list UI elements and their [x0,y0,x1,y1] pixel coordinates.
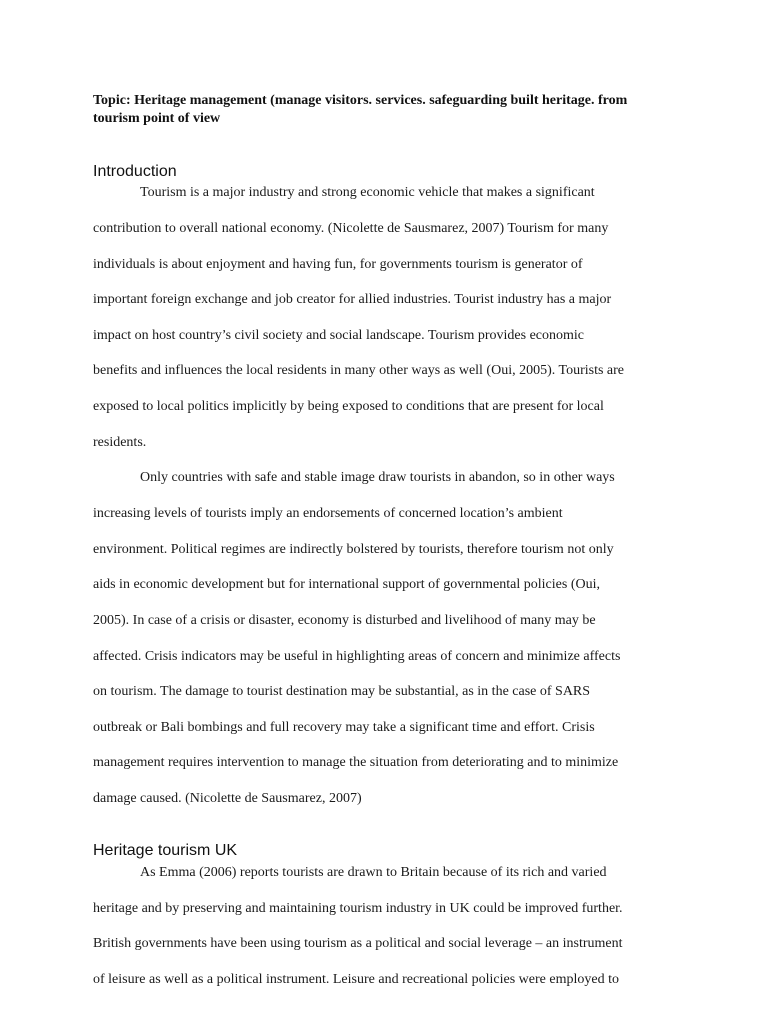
paragraph-line: increasing levels of tourists imply an endorsements of concerned location’s ambient [93,506,563,521]
paragraph-line: 2005). In case of a crisis or disaster, economy is disturbed and livelihood of many may be [93,613,596,628]
paragraph-line: environment. Political regimes are indirectly bolstered by tourists, therefore tourism not only [93,542,614,557]
heritage-tourism-heading: Heritage tourism UK [93,842,238,859]
paragraph-line: of leisure as well as a political instrument. Leisure and recreational policies were employed to [93,972,619,987]
paragraph-line: contribution to overall national economy. (Nicolette de Sausmarez, 2007) Tourism for many [93,221,609,236]
topic-title [93,92,693,128]
paragraph-line: affected. Crisis indicators may be useful in highlighting areas of concern and minimize affects [93,649,621,664]
paragraph-line: Only countries with safe and stable image draw tourists in abandon, so in other ways [140,470,615,485]
paragraph-line: aids in economic development but for international support of governmental policies (Oui, [93,577,600,592]
topic-line-1: Topic: Heritage management (manage visitors. services. safeguarding built heritage. from [93,93,628,108]
topic-line-2: tourism point of view [93,111,221,126]
paragraph-line: Tourism is a major industry and strong economic vehicle that makes a significant [140,185,595,200]
paragraph-line: management requires intervention to manage the situation from deteriorating and to minimize [93,755,619,770]
introduction-heading: Introduction [93,163,177,180]
paragraph-line: on tourism. The damage to tourist destination may be substantial, as in the case of SARS [93,684,591,699]
paragraph-line: important foreign exchange and job creator for allied industries. Tourist industry has a major [93,292,612,307]
paragraph-line: heritage and by preserving and maintaining tourism industry in UK could be improved further. [93,901,623,916]
paragraph-line: damage caused. (Nicolette de Sausmarez, 2007) [93,791,362,806]
paragraph-line: exposed to local politics implicitly by being exposed to conditions that are present for local [93,399,604,414]
paragraph-line: individuals is about enjoyment and having fun, for governments tourism is generator of [93,257,583,272]
paragraph-line: British governments have been using tourism as a political and social leverage – an instrument [93,936,623,951]
paragraph-line: As Emma (2006) reports tourists are drawn to Britain because of its rich and varied [140,865,607,880]
paragraph-line: outbreak or Bali bombings and full recovery may take a significant time and effort. Crisis [93,720,595,735]
paragraph-line: impact on host country’s civil society and social landscape. Tourism provides economic [93,328,584,343]
paragraph-line: residents. [93,435,147,450]
paragraph-line: benefits and influences the local residents in many other ways as well (Oui, 2005). Tourists are [93,363,625,378]
